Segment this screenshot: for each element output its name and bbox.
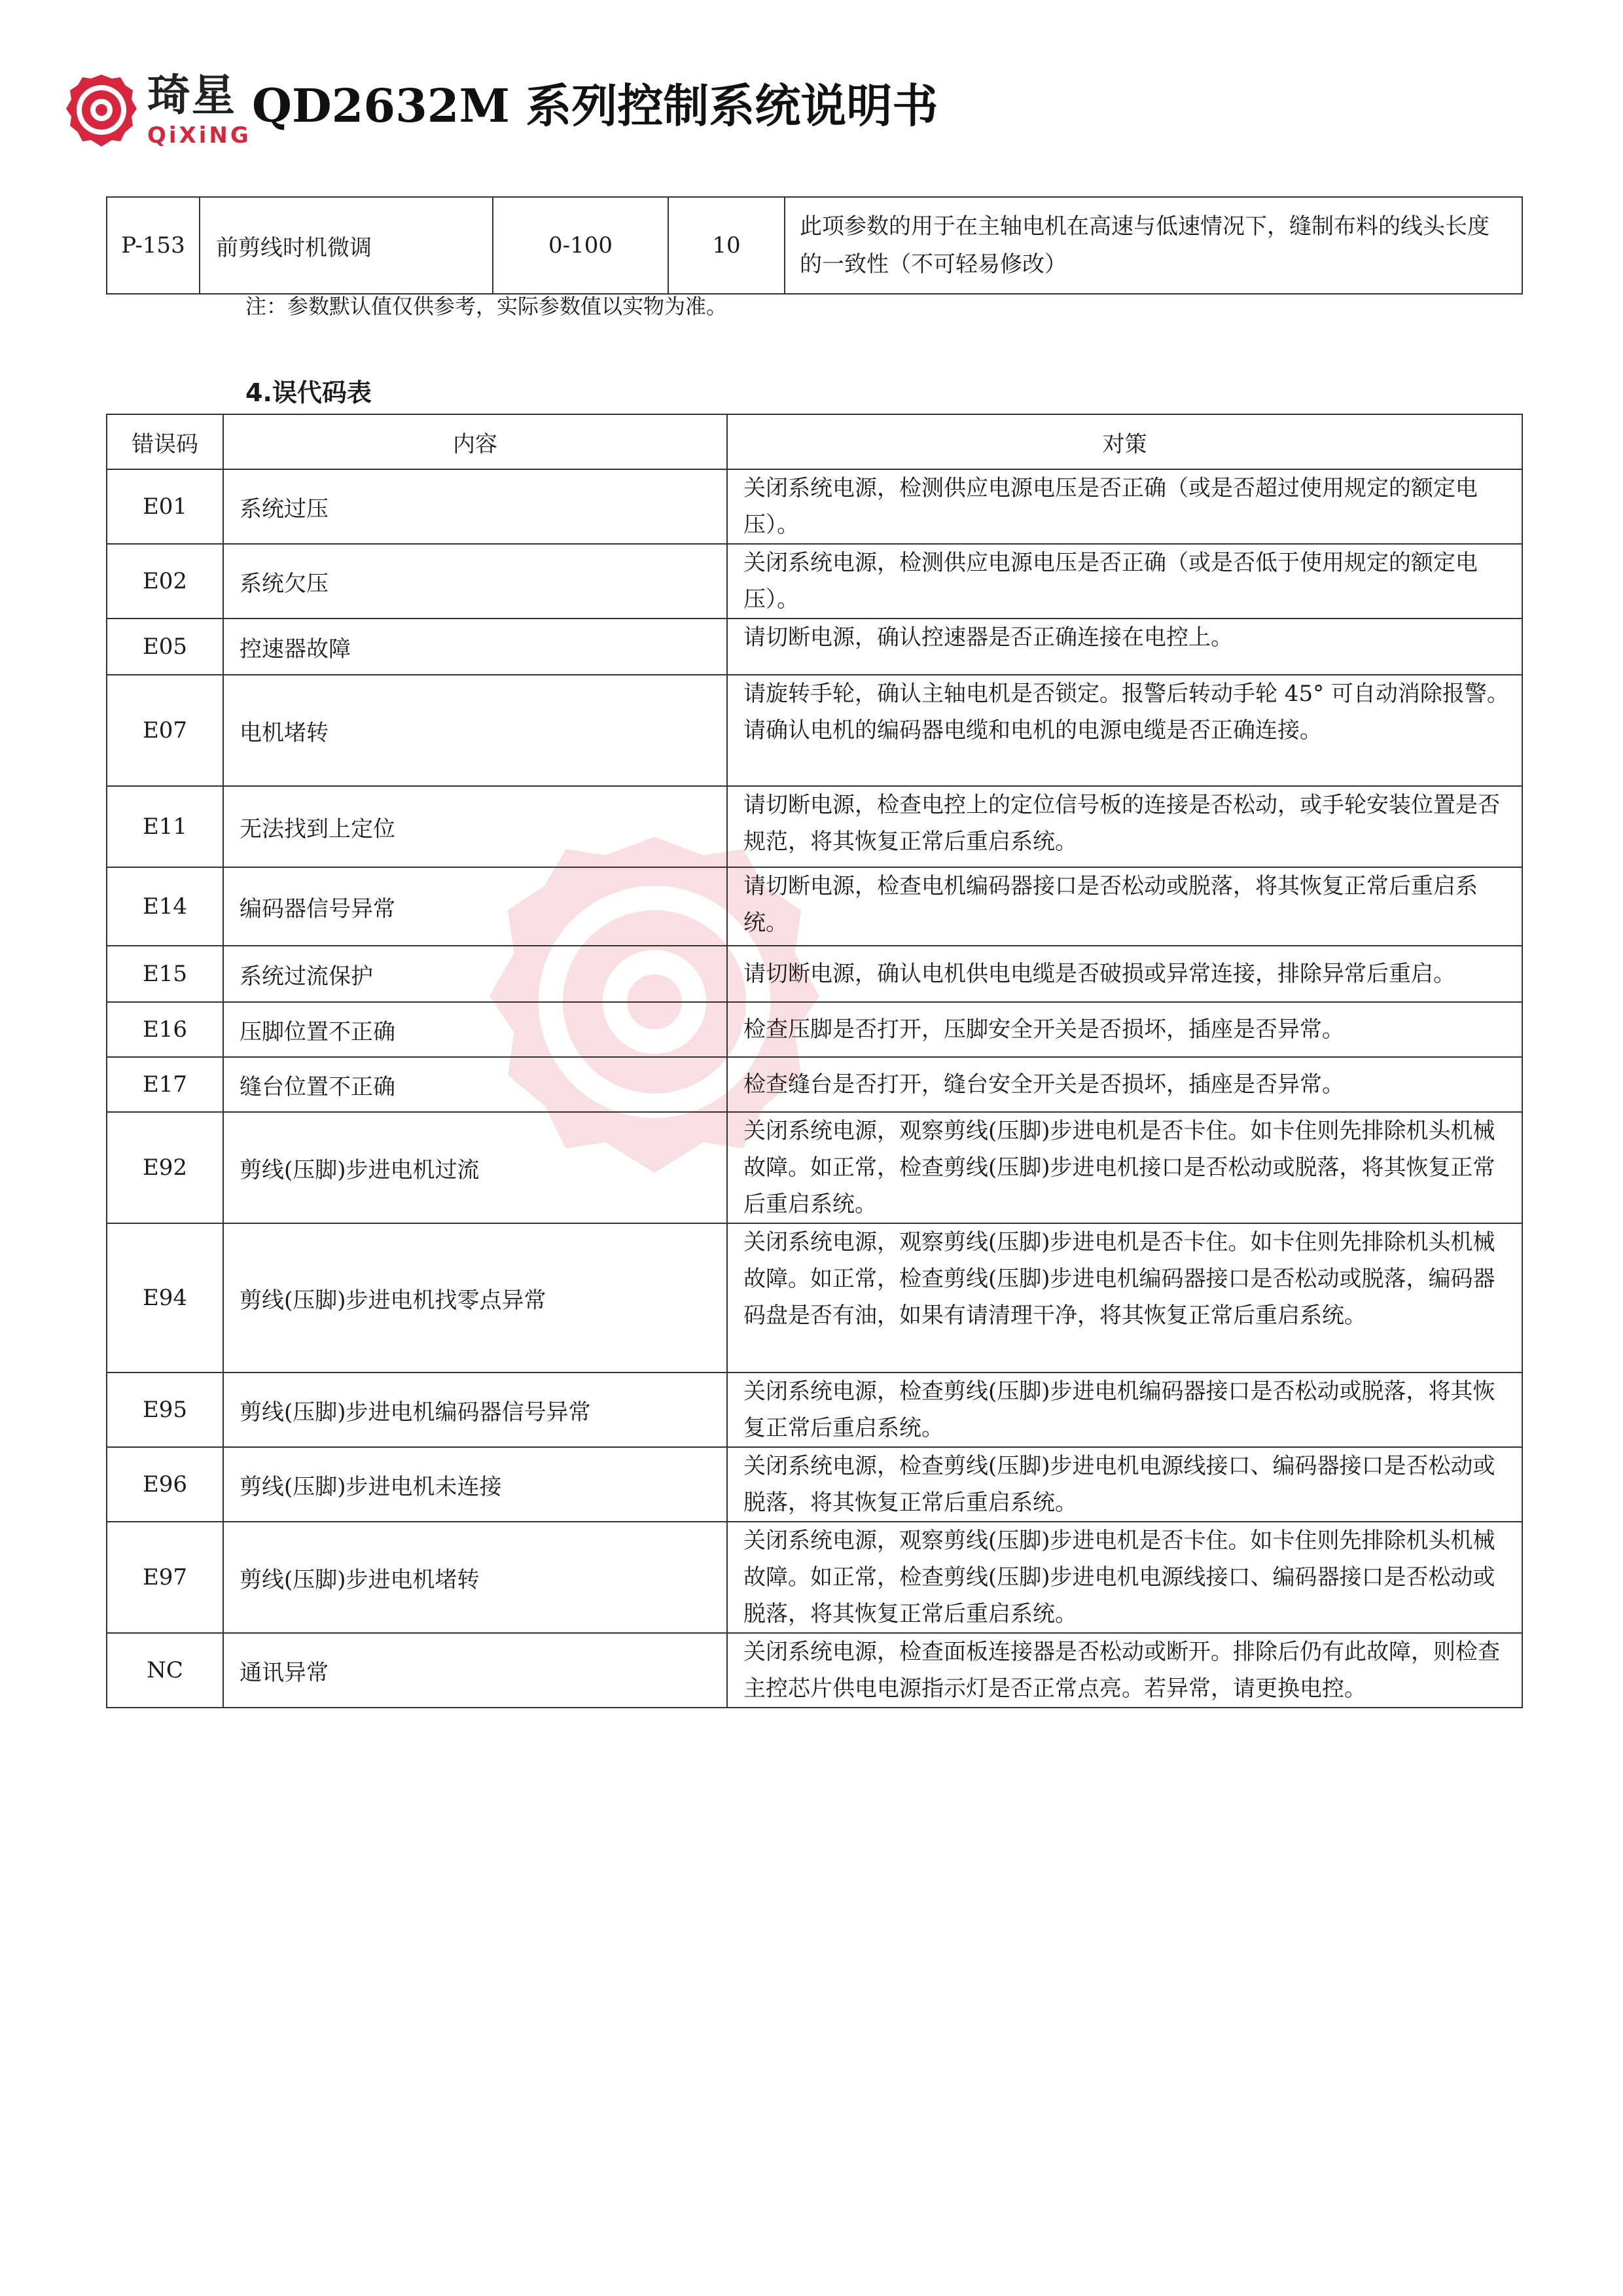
error-code: E05 xyxy=(107,619,223,675)
param-code: P-153 xyxy=(107,197,200,294)
error-action: 检查缝台是否打开，缝台安全开关是否损坏，插座是否异常。 xyxy=(727,1057,1522,1112)
error-action: 关闭系统电源，检测供应电源电压是否正确（或是否低于使用规定的额定电压）。 xyxy=(727,544,1522,619)
error-code: E11 xyxy=(107,786,223,867)
error-code: E14 xyxy=(107,867,223,946)
error-content: 控速器故障 xyxy=(223,619,727,675)
error-code: E97 xyxy=(107,1522,223,1633)
error-action: 关闭系统电源，观察剪线(压脚)步进电机是否卡住。如卡住则先排除机头机械故障。如正常，检查剪线(压脚)步进电机电源线接口、编码器接口是否松动或脱落，将其恢复正常后重启系统。 xyxy=(727,1522,1522,1633)
table-row xyxy=(107,619,1522,675)
error-action: 关闭系统电源，检查剪线(压脚)步进电机编码器接口是否松动或脱落，将其恢复正常后重启系统。 xyxy=(727,1372,1522,1447)
table-row xyxy=(107,1112,1522,1223)
document-title: QD2632M 系列控制系统说明书 xyxy=(252,79,938,133)
error-content: 电机堵转 xyxy=(223,675,727,786)
page-header xyxy=(62,69,1567,154)
error-code: E15 xyxy=(107,946,223,1002)
table-row xyxy=(107,1223,1522,1372)
error-code: E02 xyxy=(107,544,223,619)
error-code: E95 xyxy=(107,1372,223,1447)
table-row xyxy=(107,1002,1522,1057)
brand-name-cn: 琦星 xyxy=(147,70,236,120)
header-code: 错误码 xyxy=(107,414,223,469)
error-content: 剪线(压脚)步进电机过流 xyxy=(223,1112,727,1223)
error-action: 关闭系统电源，观察剪线(压脚)步进电机是否卡住。如卡住则先排除机头机械故障。如正常，检查剪线(压脚)步进电机编码器接口是否松动或脱落，编码器码盘是否有油，如果有请清理干净，将其恢复正常后重启系统。 xyxy=(727,1223,1522,1372)
table-row xyxy=(107,786,1522,867)
error-code: E92 xyxy=(107,1112,223,1223)
table-row xyxy=(107,946,1522,1002)
error-code-table xyxy=(106,414,1523,1708)
error-content: 编码器信号异常 xyxy=(223,867,727,946)
error-code: E94 xyxy=(107,1223,223,1372)
error-content: 系统过压 xyxy=(223,469,727,544)
error-action: 关闭系统电源，检查面板连接器是否松动或断开。排除后仍有此故障，则检查主控芯片供电电源指示灯是否正常点亮。若异常，请更换电控。 xyxy=(727,1633,1522,1708)
error-content: 剪线(压脚)步进电机堵转 xyxy=(223,1522,727,1633)
table-row xyxy=(107,469,1522,544)
error-content: 剪线(压脚)步进电机找零点异常 xyxy=(223,1223,727,1372)
error-action: 关闭系统电源，检查剪线(压脚)步进电机电源线接口、编码器接口是否松动或脱落，将其恢复正常后重启系统。 xyxy=(727,1447,1522,1522)
error-code: E17 xyxy=(107,1057,223,1112)
table-header-row xyxy=(107,414,1522,469)
error-action: 请切断电源，检查电机编码器接口是否松动或脱落，将其恢复正常后重启系统。 xyxy=(727,867,1522,946)
error-action: 请切断电源，检查电控上的定位信号板的连接是否松动，或手轮安装位置是否规范，将其恢复正常后重启系统。 xyxy=(727,786,1522,867)
param-default: 10 xyxy=(668,197,785,294)
parameter-table xyxy=(106,196,1523,295)
table-row xyxy=(107,1447,1522,1522)
table-row xyxy=(107,867,1522,946)
error-content: 剪线(压脚)步进电机编码器信号异常 xyxy=(223,1372,727,1447)
error-content: 通讯异常 xyxy=(223,1633,727,1708)
parameter-note: 注：参数默认值仅供参考，实际参数值以实物为准。 xyxy=(245,294,728,319)
header-action: 对策 xyxy=(727,414,1522,469)
table-row xyxy=(107,1522,1522,1633)
error-action-line: 请确认电机的编码器电缆和电机的电源电缆是否正确连接。 xyxy=(743,717,1322,744)
error-action xyxy=(727,675,1522,786)
error-content: 系统过流保护 xyxy=(223,946,727,1002)
error-content: 压脚位置不正确 xyxy=(223,1002,727,1057)
table-row xyxy=(107,1057,1522,1112)
error-code: E96 xyxy=(107,1447,223,1522)
error-content: 无法找到上定位 xyxy=(223,786,727,867)
error-action: 检查压脚是否打开，压脚安全开关是否损坏，插座是否异常。 xyxy=(727,1002,1522,1057)
table-row xyxy=(107,675,1522,786)
error-content: 缝台位置不正确 xyxy=(223,1057,727,1112)
error-content: 剪线(压脚)步进电机未连接 xyxy=(223,1447,727,1522)
error-code: E16 xyxy=(107,1002,223,1057)
section-title: 4.误代码表 xyxy=(245,378,372,407)
error-action: 请切断电源，确认电机供电电缆是否破损或异常连接，排除异常后重启。 xyxy=(727,946,1522,1002)
error-action: 关闭系统电源，观察剪线(压脚)步进电机是否卡住。如卡住则先排除机头机械故障。如正常，检查剪线(压脚)步进电机接口是否松动或脱落，将其恢复正常后重启系统。 xyxy=(727,1112,1522,1223)
error-action-line: 请旋转手轮，确认主轴电机是否锁定。报警后转动手轮 45° 可自动消除报警。 xyxy=(743,681,1509,707)
error-action: 关闭系统电源，检测供应电源电压是否正确（或是否超过使用规定的额定电压）。 xyxy=(727,469,1522,544)
error-code: E07 xyxy=(107,675,223,786)
qixing-logo-icon xyxy=(62,72,141,151)
error-code: NC xyxy=(107,1633,223,1708)
param-description: 此项参数的用于在主轴电机在高速与低速情况下，缝制布料的线头长度的一致性（不可轻易修改） xyxy=(785,197,1522,294)
header-content: 内容 xyxy=(223,414,727,469)
brand-name-en: QiXiNG xyxy=(147,122,251,149)
table-row xyxy=(107,1633,1522,1708)
error-action: 请切断电源，确认控速器是否正确连接在电控上。 xyxy=(727,619,1522,675)
error-code: E01 xyxy=(107,469,223,544)
table-row xyxy=(107,1372,1522,1447)
param-range: 0-100 xyxy=(493,197,668,294)
table-row xyxy=(107,197,1522,294)
param-name: 前剪线时机微调 xyxy=(200,197,493,294)
error-content: 系统欠压 xyxy=(223,544,727,619)
table-row xyxy=(107,544,1522,619)
